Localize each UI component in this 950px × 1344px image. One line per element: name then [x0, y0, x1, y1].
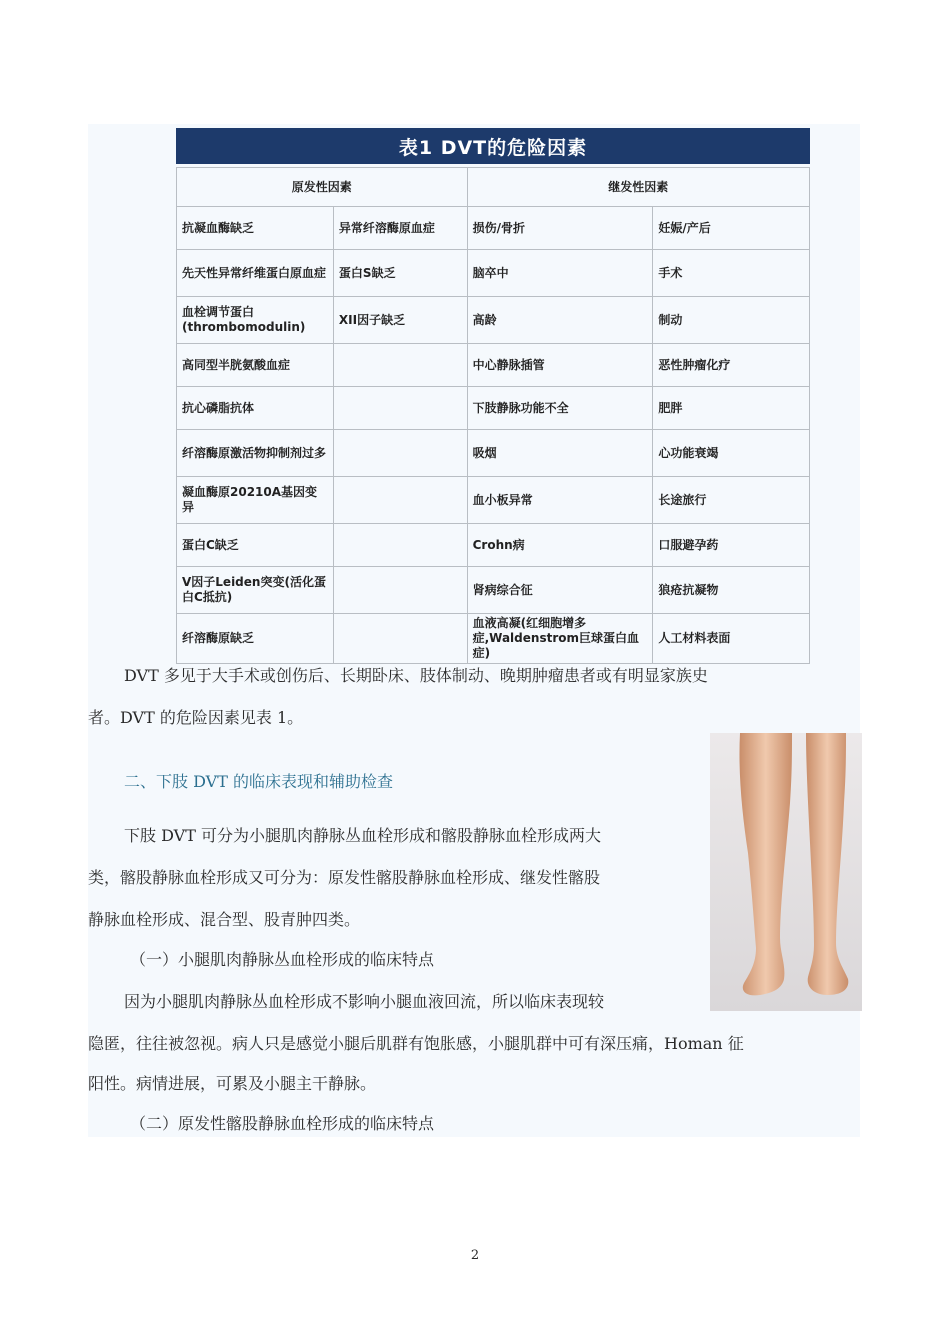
table-cell: 狼疮抗凝物 [653, 567, 810, 614]
paragraph-3-line-1: 因为小腿肌肉静脉丛血栓形成不影响小腿血液回流，所以临床表现较 [124, 992, 605, 1011]
leg-photo [710, 733, 862, 1011]
table-cell: 制动 [653, 297, 810, 344]
table-cell [333, 477, 467, 524]
table-cell [333, 567, 467, 614]
table-cell: 妊娠/产后 [653, 207, 810, 250]
table-cell: 人工材料表面 [653, 614, 810, 664]
subheading-2: （二）原发性髂股静脉血栓形成的临床特点 [130, 1114, 435, 1133]
table-cell: 高龄 [467, 297, 653, 344]
table-cell: 纤溶酶原缺乏 [177, 614, 334, 664]
table-row [177, 524, 810, 567]
risk-factor-table [176, 167, 810, 664]
table-cell: 纤溶酶原激活物抑制剂过多 [177, 430, 334, 477]
table-cell: 高同型半胱氨酸血症 [177, 344, 334, 387]
page-number: 2 [470, 1248, 480, 1263]
table-cell: 中心静脉插管 [467, 344, 653, 387]
table-cell [333, 430, 467, 477]
table-cell: 肾病综合征 [467, 567, 653, 614]
table-cell: 蛋白C缺乏 [177, 524, 334, 567]
table-row [177, 614, 810, 664]
table-cell: 手术 [653, 250, 810, 297]
table-row [177, 207, 810, 250]
header-primary: 原发性因素 [177, 168, 468, 207]
table-row [177, 387, 810, 430]
table-cell [333, 387, 467, 430]
paragraph-2-line-3: 静脉血栓形成、混合型、股青肿四类。 [88, 910, 361, 929]
table-cell [333, 524, 467, 567]
table-cell: 长途旅行 [653, 477, 810, 524]
table-row [177, 567, 810, 614]
table-row [177, 477, 810, 524]
table-cell: 损伤/骨折 [467, 207, 653, 250]
table-cell: 口服避孕药 [653, 524, 810, 567]
table-cell: 恶性肿瘤化疗 [653, 344, 810, 387]
table-cell: 抗凝血酶缺乏 [177, 207, 334, 250]
table-row [177, 344, 810, 387]
table-cell: 肥胖 [653, 387, 810, 430]
table-cell: 脑卒中 [467, 250, 653, 297]
table-cell: 血液高凝(红细胞增多症,Waldenstrom巨球蛋白血症) [467, 614, 653, 664]
table-cell: 异常纤溶酶原血症 [333, 207, 467, 250]
header-secondary: 继发性因素 [467, 168, 809, 207]
paragraph-2-line-1: 下肢 DVT 可分为小腿肌肉静脉丛血栓形成和髂股静脉血栓形成两大 [124, 826, 601, 845]
table-cell: 血小板异常 [467, 477, 653, 524]
table-cell [333, 614, 467, 664]
section-heading: 二、下肢 DVT 的临床表现和辅助检查 [124, 772, 393, 791]
table-cell: XII因子缺乏 [333, 297, 467, 344]
paragraph-1-line-1: DVT 多见于大手术或创伤后、长期卧床、肢体制动、晚期肿瘤患者或有明显家族史 [124, 666, 708, 685]
paragraph-3-line-2: 隐匿，往往被忽视。病人只是感觉小腿后肌群有饱胀感，小腿肌群中可有深压痛，Homan 征 [88, 1034, 744, 1053]
table-cell: 血栓调节蛋白(thrombomodulin) [177, 297, 334, 344]
table-row [177, 430, 810, 477]
table-cell: 下肢静脉功能不全 [467, 387, 653, 430]
table-cell [333, 344, 467, 387]
table-cell: Crohn病 [467, 524, 653, 567]
table-cell: 抗心磷脂抗体 [177, 387, 334, 430]
table-cell: 先天性异常纤维蛋白原血症 [177, 250, 334, 297]
subheading-1: （一）小腿肌肉静脉丛血栓形成的临床特点 [130, 950, 435, 969]
paragraph-3-line-3: 阳性。病情进展，可累及小腿主干静脉。 [88, 1074, 377, 1093]
table-row [177, 250, 810, 297]
table-row [177, 297, 810, 344]
table-cell: 凝血酶原20210A基因变异 [177, 477, 334, 524]
table-title: 表1 DVT的危险因素 [176, 128, 810, 164]
table-cell: 蛋白S缺乏 [333, 250, 467, 297]
table-cell: 吸烟 [467, 430, 653, 477]
paragraph-1-line-2: 者。DVT 的危险因素见表 1。 [88, 708, 304, 727]
table-cell: V因子Leiden突变(活化蛋白C抵抗) [177, 567, 334, 614]
table-cell: 心功能衰竭 [653, 430, 810, 477]
paragraph-2-line-2: 类，髂股静脉血栓形成又可分为：原发性髂股静脉血栓形成、继发性髂股 [88, 868, 601, 887]
